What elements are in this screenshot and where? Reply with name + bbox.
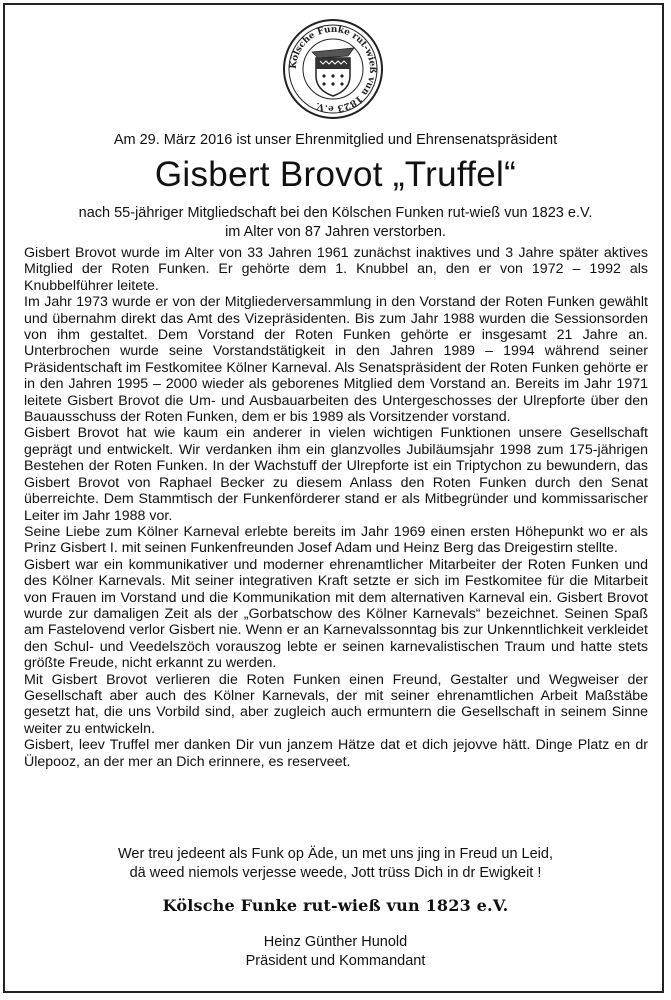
paragraph: Im Jahr 1973 wurde er von der Mitgliederversammlung in den Vorstand der Roten Funken gewählt und übernahm direkt das Amt des Vizepräsidenten. Bis zum Jahr 1988 wurden die Sessionsorden von ihm gestaltet. Dem Vorstand der Roten Funken gehörte er insgesamt 21 Jahre an. Unterbrochen wurde seine Vorstandstätigkeit in den Jahren 1989 – 1994 während seiner Präsidentschaft im Festkomitee Kölner Karneval. Als Senatspräsident der Roten Funken gehörte er in den Jahren 1995 – 2000 wieder als geborenes Mitglied dem Vorstand an. Bereits im Jahr 1971 leitete Gisbert Brovot die Um- und Ausbauarbeiten des Untergeschosses der Ulrepforte über den Bauausschuss der Roten Funken, dem er bis 1989 als Vorsitzender vorstand. xyxy=(24,294,648,426)
paragraph: Seine Liebe zum Kölner Karneval erlebte bereits im Jahr 1969 einen ersten Höhepunkt wo er als Prinz Gisbert I. mit seinen Funkenfreunden Josef Adam und Heinz Berg das Dreigestirn stellte. xyxy=(24,523,648,557)
club-seal-logo xyxy=(282,18,384,120)
signer-name: Heinz Günther Hunold xyxy=(263,934,408,950)
verse-line-2: dä weed niemols verjesse weede, Jott trüss Dich in dr Ewigkeit ! xyxy=(129,865,542,881)
obituary-text xyxy=(24,245,648,770)
paragraph: Gisbert, leev Truffel mer danken Dir vun janzem Hätze dat et dich jejovve hätt. Dinge Platz en dr Ülepooz, an der mer an Dich erinnere, es reserveet. xyxy=(24,737,648,770)
age-line: im Alter von 87 Jahren verstorben. xyxy=(225,224,446,240)
membership-line: nach 55-jähriger Mitgliedschaft bei den Kölschen Funken rut-wieß vun 1823 e.V. xyxy=(78,205,593,221)
paragraph: Mit Gisbert Brovot verlieren die Roten Funken einen Freund, Gestalter und Wegweiser der Gesellschaft aber auch des Kölner Karnevals, der mit seiner ehrenamtlichen Arbeit Maßstäbe gesetzt hat, die uns Vorbild sind, aber zugleich auch ermuntern die Gesellschaft in seinem Sinne weiter zu entwickeln. xyxy=(24,671,648,737)
deceased-name: Gisbert Brovot „Truffel“ xyxy=(154,155,517,194)
paragraph: Gisbert Brovot wurde im Alter von 33 Jahren 1961 zunächst inaktives und 3 Jahre später aktives Mitglied der Roten Funken. Er gehörte dem 1. Knubbel an, den er von 1972 – 1992 als Knubbelführer leitete. xyxy=(24,245,648,294)
verse-line-1: Wer treu jedeent als Funk op Äde, un met uns jing in Freud un Leid, xyxy=(118,846,553,862)
seal-text: Kölsche Funke rut-wieß vun 1823 e.V. xyxy=(288,24,378,114)
club-name: Kölsche Funke rut-wieß vun 1823 e.V. xyxy=(162,896,509,915)
paragraph: Gisbert war ein kommunikativer und moderner ehrenamtlicher Mitarbeiter der Roten Funken und des Kölner Karnevals. Mit seiner integrativen Kraft setzte er sich im Festkomitee für die Mitarbeit von Frauen im Vorstand und die Kommunikation mit dem alternativen Karneval ein. Gisbert Brovot wurde zur damaligen Zeit als der „Gorbatschow des Kölner Karnevals“ bezeichnet. Seinen Spaß am Fastelovend verlor Gisbert nie. Wenn er an Karnevalssonntag bis zur Unkenntlichkeit verkleidet den Schul- und Veedelszöch vorauszog lebte er seinen karnevalistischen Traum und hatte stets größte Freude, nicht erkannt zu werden. xyxy=(24,556,648,672)
signer-title: Präsident und Kommandant xyxy=(245,953,426,969)
intro-line: Am 29. März 2016 ist unser Ehrenmitglied und Ehrensenatspräsident xyxy=(113,132,558,148)
paragraph: Gisbert Brovot hat wie kaum ein anderer in vielen wichtigen Funktionen unsere Gesellschaft geprägt und entwickelt. Wir verdanken ihm ein glanzvolles Jubiläumsjahr 1998 zum 175-jährigen Bestehen der Roten Funken. In der Wachstuff der Ulrepforte ist ein Triptychon zu bewundern, das Gisbert Brovot von Raphael Becker zu diesem Anlass den Roten Funken durch den Senat überreichte. Dem Stammtisch der Funkenförderer stand er als Mitbegründer und kommissarischer Leiter im Jahr 1988 vor. xyxy=(24,425,648,524)
